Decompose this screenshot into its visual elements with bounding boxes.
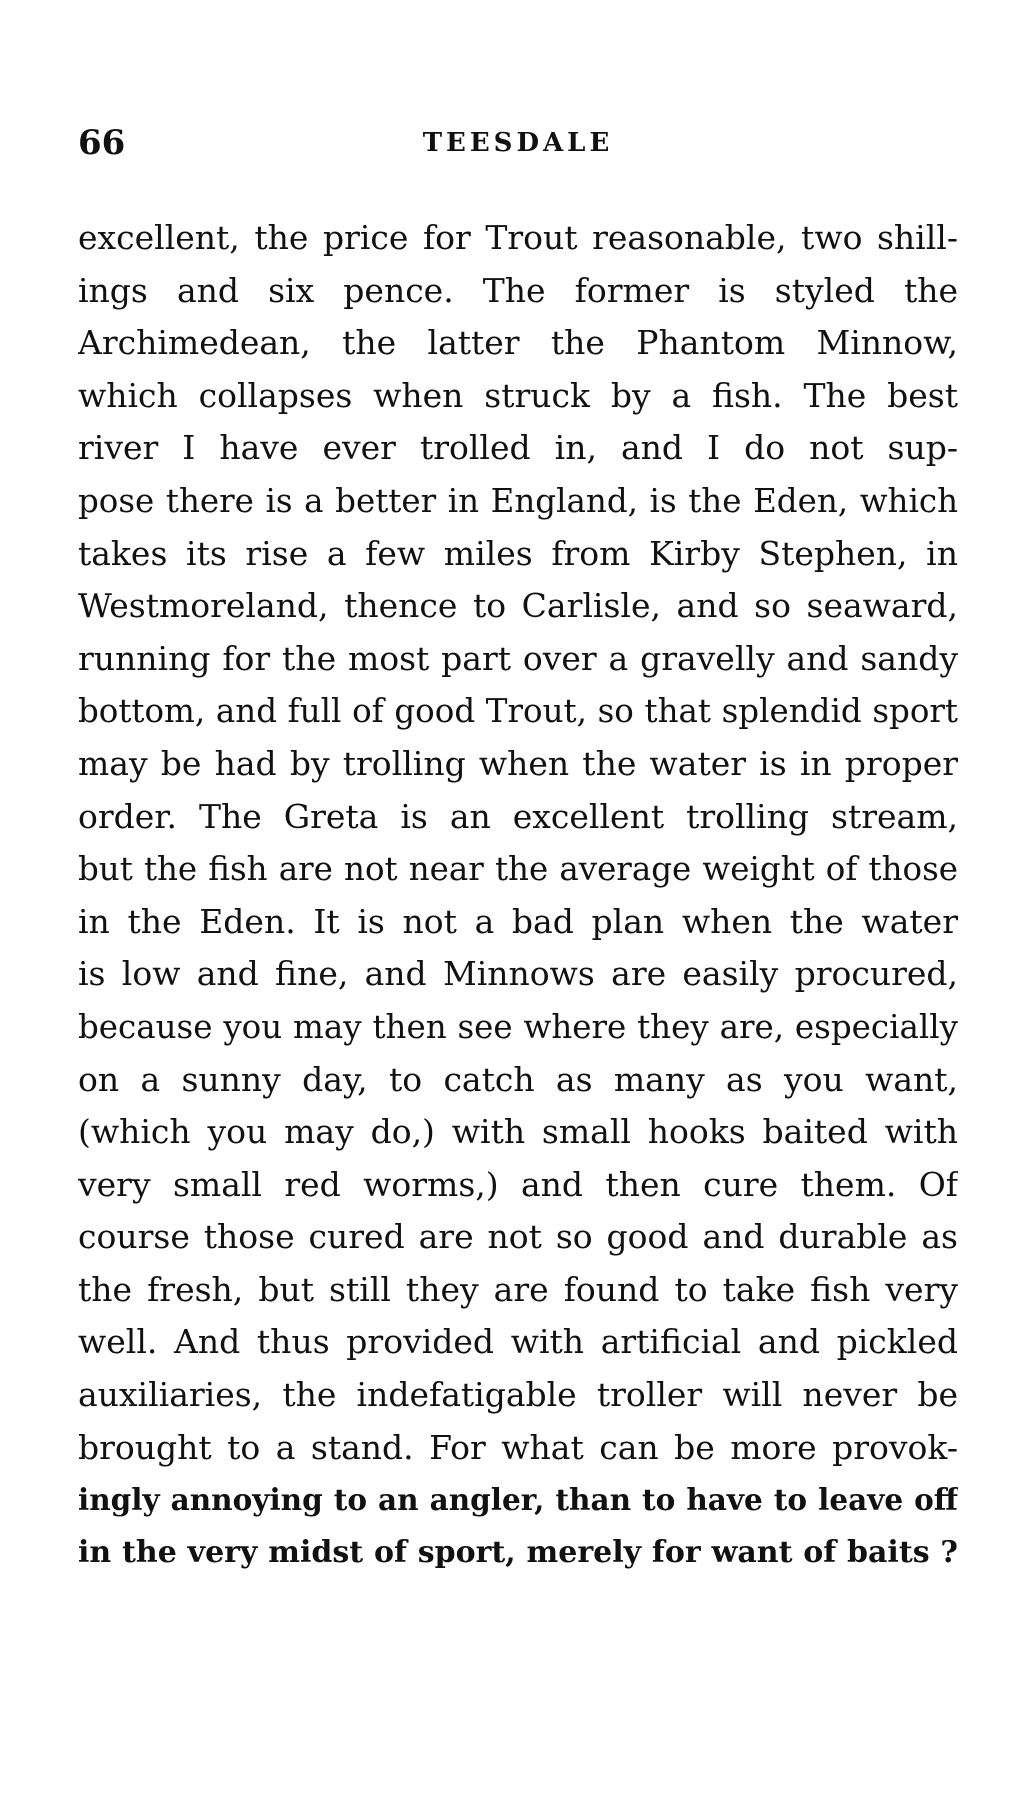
text-line: very small red worms,) and then cure them. Of xyxy=(78,1164,958,1204)
text-line: excellent, the price for Trout reasonable, two shill- xyxy=(78,218,958,257)
text-line: in the very midst of sport, merely for want of baits ? xyxy=(78,1534,958,1570)
text-line: bottom, and full of good Trout, so that splendid sport xyxy=(78,692,958,731)
text-line: ings and six pence. The former is styled the xyxy=(78,270,958,310)
text-line: takes its rise a few miles from Kirby Stephen, in xyxy=(78,533,958,573)
text-line: auxiliaries, the indefatigable troller will never be xyxy=(78,1375,958,1415)
text-line: the fresh, but still they are found to take fish very xyxy=(78,1269,958,1309)
text-line: brought to a stand. For what can be more provok- xyxy=(78,1427,958,1467)
text-line: because you may then see where they are, especially xyxy=(78,1007,958,1046)
text-line: which collapses when struck by a fish. The best xyxy=(78,375,958,415)
text-line: river I have ever trolled in, and I do not sup- xyxy=(78,428,958,468)
text-line: on a sunny day, to catch as many as you want, xyxy=(78,1059,958,1099)
page-header xyxy=(78,118,958,168)
page-number: 66 xyxy=(78,123,126,163)
body-text xyxy=(78,212,958,1579)
text-line: running for the most part over a gravelly and sandy xyxy=(78,638,958,678)
text-line: may be had by trolling when the water is in proper xyxy=(78,743,958,783)
text-line: Archimedean, the latter the Phantom Minnow, xyxy=(78,323,958,363)
text-line: well. And thus provided with artificial and pickled xyxy=(78,1322,958,1362)
text-line: ingly annoying to an angler, than to have to leave off xyxy=(78,1482,958,1518)
text-line: in the Eden. It is not a bad plan when the water xyxy=(78,901,958,941)
text-line: but the fish are not near the average weight of those xyxy=(78,850,958,889)
text-line: (which you may do,) with small hooks baited with xyxy=(78,1112,958,1152)
text-line: course those cured are not so good and durable as xyxy=(78,1217,958,1257)
text-line: order. The Greta is an excellent trolling stream, xyxy=(78,796,958,836)
text-line: Westmoreland, thence to Carlisle, and so seaward, xyxy=(78,586,958,626)
text-line: pose there is a better in England, is the Eden, which xyxy=(78,481,958,520)
text-line: is low and fine, and Minnows are easily procured, xyxy=(78,954,958,994)
running-head: TEESDALE xyxy=(422,128,614,158)
